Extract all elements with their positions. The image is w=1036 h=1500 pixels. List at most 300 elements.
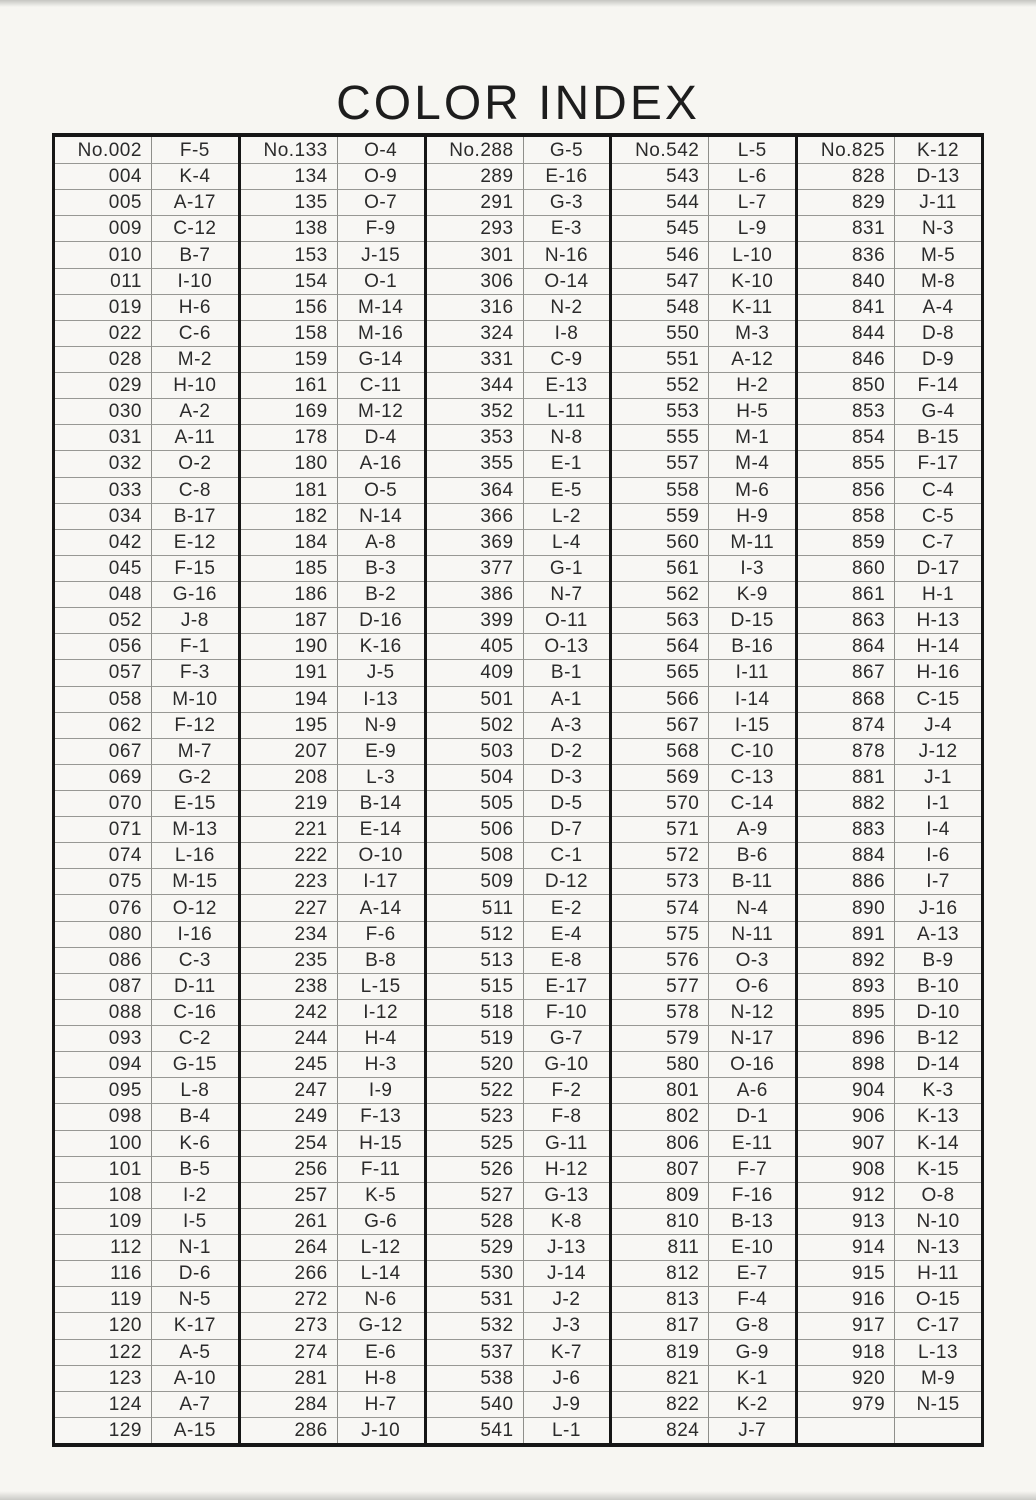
color-code-cell: H-11	[894, 1260, 981, 1286]
color-code-cell: A-8	[337, 529, 424, 555]
color-code-cell: F-10	[523, 999, 610, 1025]
color-code-cell: B-4	[151, 1103, 238, 1129]
item-number-cell: 574	[612, 894, 708, 920]
item-number-cell: 883	[798, 816, 894, 842]
color-code-cell: C-11	[337, 372, 424, 398]
color-code-cell: N-1	[151, 1234, 238, 1260]
item-number-cell: 801	[612, 1077, 708, 1103]
color-code-cell: C-8	[151, 477, 238, 503]
item-number-cell: 520	[427, 1051, 523, 1077]
color-code-cell: L-12	[337, 1234, 424, 1260]
color-code-cell: N-15	[894, 1391, 981, 1417]
item-number-cell: 093	[55, 1025, 151, 1051]
item-number-cell: 088	[55, 999, 151, 1025]
color-code-cell: D-9	[894, 346, 981, 372]
color-code-cell: L-4	[523, 529, 610, 555]
color-code-cell: F-3	[151, 659, 238, 685]
color-code-cell: K-3	[894, 1077, 981, 1103]
color-code-cell: O-5	[337, 477, 424, 503]
item-number-cell: 409	[427, 659, 523, 685]
item-number-cell: 264	[241, 1234, 337, 1260]
item-number-cell: 010	[55, 241, 151, 267]
color-code-cell: E-16	[523, 163, 610, 189]
item-number-cell: 532	[427, 1312, 523, 1338]
item-number-cell: 071	[55, 816, 151, 842]
color-code-cell: L-15	[337, 973, 424, 999]
color-code-cell: C-7	[894, 529, 981, 555]
color-code-cell: M-7	[151, 738, 238, 764]
item-number-cell: 123	[55, 1365, 151, 1391]
item-number-cell: 116	[55, 1260, 151, 1286]
item-number-cell: 124	[55, 1391, 151, 1417]
item-number-cell: 558	[612, 477, 708, 503]
item-number-cell: 892	[798, 947, 894, 973]
color-code-cell: N-8	[523, 424, 610, 450]
color-code-cell: L-2	[523, 503, 610, 529]
color-code-cell: I-17	[337, 868, 424, 894]
color-code-cell: M-14	[337, 294, 424, 320]
color-code-cell: A-17	[151, 189, 238, 215]
color-code-cell: A-16	[337, 450, 424, 476]
item-number-cell: 566	[612, 686, 708, 712]
color-code-cell: D-3	[523, 764, 610, 790]
item-number-cell: 526	[427, 1156, 523, 1182]
item-number-cell: 568	[612, 738, 708, 764]
color-code-cell: B-15	[894, 424, 981, 450]
item-number-cell: 301	[427, 241, 523, 267]
item-number-cell: 864	[798, 633, 894, 659]
item-number-cell: 525	[427, 1130, 523, 1156]
color-code-cell: H-3	[337, 1051, 424, 1077]
color-code-cell: B-2	[337, 581, 424, 607]
item-number-cell: 548	[612, 294, 708, 320]
color-code-cell: G-3	[523, 189, 610, 215]
color-code-cell: E-5	[523, 477, 610, 503]
color-code-cell: D-5	[523, 790, 610, 816]
item-number-cell: 908	[798, 1156, 894, 1182]
item-number-cell: 538	[427, 1365, 523, 1391]
item-number-cell: 031	[55, 424, 151, 450]
color-code-cell: G-14	[337, 346, 424, 372]
item-number-cell: 850	[798, 372, 894, 398]
color-code-cell: A-10	[151, 1365, 238, 1391]
item-number-cell: 563	[612, 607, 708, 633]
color-code-cell: K-10	[708, 268, 795, 294]
color-code-cell: G-16	[151, 581, 238, 607]
color-code-cell: B-10	[894, 973, 981, 999]
color-code-cell: J-3	[523, 1312, 610, 1338]
color-code-cell: O-9	[337, 163, 424, 189]
item-number-cell: 570	[612, 790, 708, 816]
item-number-cell: 530	[427, 1260, 523, 1286]
color-code-cell: L-6	[708, 163, 795, 189]
color-code-cell: D-6	[151, 1260, 238, 1286]
color-code-cell: M-4	[708, 450, 795, 476]
item-number-cell: 005	[55, 189, 151, 215]
item-number-cell: 316	[427, 294, 523, 320]
item-number-cell: No.288	[449, 139, 514, 161]
color-code-cell: F-11	[337, 1156, 424, 1182]
color-code-cell: N-5	[151, 1286, 238, 1312]
color-code-cell: O-16	[708, 1051, 795, 1077]
color-code-cell: F-7	[708, 1156, 795, 1182]
color-code-cell: D-14	[894, 1051, 981, 1077]
color-code-cell: D-2	[523, 738, 610, 764]
item-number-cell: 353	[427, 424, 523, 450]
item-number-cell: 344	[427, 372, 523, 398]
item-number-cell: 515	[427, 973, 523, 999]
item-number-cell: 324	[427, 320, 523, 346]
color-code-cell: B-5	[151, 1156, 238, 1182]
item-number-cell: 108	[55, 1182, 151, 1208]
item-number-cell: 829	[798, 189, 894, 215]
item-number-cell: 576	[612, 947, 708, 973]
color-code-cell: G-2	[151, 764, 238, 790]
color-code-cell: O-13	[523, 633, 610, 659]
color-code-cell: K-11	[708, 294, 795, 320]
color-code-cell: K-4	[151, 163, 238, 189]
item-number-cell: 519	[427, 1025, 523, 1051]
color-code-cell: F-16	[708, 1182, 795, 1208]
color-code-cell: G-4	[894, 398, 981, 424]
color-code-cell: M-1	[708, 424, 795, 450]
color-code-cell: E-17	[523, 973, 610, 999]
item-number-cell: 543	[612, 163, 708, 189]
color-code-cell: A-11	[151, 424, 238, 450]
color-code-cell: L-10	[708, 241, 795, 267]
color-code-cell: C-3	[151, 947, 238, 973]
item-number-cell: 868	[798, 686, 894, 712]
item-number-cell: 547	[612, 268, 708, 294]
color-code-cell: E-1	[523, 450, 610, 476]
item-number-cell: 541	[427, 1417, 523, 1443]
item-number-cell: 544	[612, 189, 708, 215]
color-code-cell: E-8	[523, 947, 610, 973]
item-number-cell: 100	[55, 1130, 151, 1156]
color-code-cell: C-9	[523, 346, 610, 372]
color-code-cell: A-15	[151, 1417, 238, 1443]
color-code-cell: I-16	[151, 921, 238, 947]
color-code-cell: O-2	[151, 450, 238, 476]
color-code-cell: A-9	[708, 816, 795, 842]
item-number-cell: 153	[241, 241, 337, 267]
color-code-cell: C-14	[708, 790, 795, 816]
item-number-cell: 571	[612, 816, 708, 842]
color-code-cell: K-12	[894, 137, 981, 163]
item-number-cell: 234	[241, 921, 337, 947]
item-number-cell: 222	[241, 842, 337, 868]
color-code-cell: B-13	[708, 1208, 795, 1234]
item-number-cell: 817	[612, 1312, 708, 1338]
item-number-cell: 577	[612, 973, 708, 999]
color-code-cell: E-7	[708, 1260, 795, 1286]
item-number-cell: 048	[55, 581, 151, 607]
item-number-cell: 512	[427, 921, 523, 947]
color-code-cell: E-3	[523, 215, 610, 241]
color-code-cell: A-1	[523, 686, 610, 712]
item-number-cell: 813	[612, 1286, 708, 1312]
color-code-cell: M-8	[894, 268, 981, 294]
item-number-cell: 904	[798, 1077, 894, 1103]
item-number-cell: 836	[798, 241, 894, 267]
color-code-cell: H-6	[151, 294, 238, 320]
color-code-cell: N-14	[337, 503, 424, 529]
item-number-cell: 245	[241, 1051, 337, 1077]
color-code-cell: G-15	[151, 1051, 238, 1077]
color-code-cell: A-13	[894, 921, 981, 947]
color-code-cell: E-12	[151, 529, 238, 555]
item-number-cell: 822	[612, 1391, 708, 1417]
color-code-cell: M-6	[708, 477, 795, 503]
color-code-cell: F-13	[337, 1103, 424, 1129]
color-code-cell: A-12	[708, 346, 795, 372]
item-number-cell: 853	[798, 398, 894, 424]
item-number-cell: 979	[798, 1391, 894, 1417]
color-code-cell: O-3	[708, 947, 795, 973]
item-number-cell: 575	[612, 921, 708, 947]
color-code-cell: D-12	[523, 868, 610, 894]
item-number-cell: 810	[612, 1208, 708, 1234]
item-number-cell: 042	[55, 529, 151, 555]
item-number-cell: 022	[55, 320, 151, 346]
item-number-cell: 884	[798, 842, 894, 868]
table-column-group	[795, 137, 981, 1443]
color-code-cell: G-5	[523, 137, 610, 163]
item-number-cell: 916	[798, 1286, 894, 1312]
item-number-cell: 505	[427, 790, 523, 816]
item-number-cell: 840	[798, 268, 894, 294]
color-code-cell: D-1	[708, 1103, 795, 1129]
color-code-cell: H-12	[523, 1156, 610, 1182]
item-number-cell: 855	[798, 450, 894, 476]
item-number-cell: 069	[55, 764, 151, 790]
item-number-cell: 386	[427, 581, 523, 607]
color-code-cell: K-14	[894, 1130, 981, 1156]
item-number-cell: 191	[241, 659, 337, 685]
item-number-cell: 518	[427, 999, 523, 1025]
item-number-cell	[798, 1417, 894, 1443]
item-number-cell: 366	[427, 503, 523, 529]
color-code-cell: B-16	[708, 633, 795, 659]
item-number-cell: 503	[427, 738, 523, 764]
color-code-cell: B-9	[894, 947, 981, 973]
item-number-cell: 286	[241, 1417, 337, 1443]
color-code-cell: C-1	[523, 842, 610, 868]
color-code-cell: A-6	[708, 1077, 795, 1103]
color-code-cell: L-14	[337, 1260, 424, 1286]
item-number-cell: 511	[427, 894, 523, 920]
item-number-cell: 095	[55, 1077, 151, 1103]
item-number-cell: 819	[612, 1339, 708, 1365]
color-code-cell: J-14	[523, 1260, 610, 1286]
item-number-cell: 527	[427, 1182, 523, 1208]
item-number-cell: 807	[612, 1156, 708, 1182]
color-code-cell: N-3	[894, 215, 981, 241]
item-number-cell: 207	[241, 738, 337, 764]
item-number-cell: 129	[55, 1417, 151, 1443]
color-code-cell: M-2	[151, 346, 238, 372]
item-number-cell: 579	[612, 1025, 708, 1051]
color-code-cell: B-8	[337, 947, 424, 973]
color-code-cell: I-13	[337, 686, 424, 712]
item-number-cell: 824	[612, 1417, 708, 1443]
item-number-cell: 154	[241, 268, 337, 294]
color-code-cell: H-10	[151, 372, 238, 398]
color-code-cell: O-14	[523, 268, 610, 294]
color-code-cell: B-6	[708, 842, 795, 868]
color-code-cell: M-9	[894, 1365, 981, 1391]
item-number-cell: 881	[798, 764, 894, 790]
item-number-cell: 074	[55, 842, 151, 868]
item-number-cell: 094	[55, 1051, 151, 1077]
item-number-cell: 075	[55, 868, 151, 894]
color-code-cell: N-6	[337, 1286, 424, 1312]
item-number-cell: 867	[798, 659, 894, 685]
item-number-cell: 070	[55, 790, 151, 816]
color-code-cell: G-13	[523, 1182, 610, 1208]
item-number-cell: 187	[241, 607, 337, 633]
item-number-cell: 109	[55, 1208, 151, 1234]
item-number-cell: 045	[55, 555, 151, 581]
item-number-cell: 580	[612, 1051, 708, 1077]
table-column-group	[238, 137, 424, 1443]
color-code-cell: C-2	[151, 1025, 238, 1051]
color-code-cell: B-17	[151, 503, 238, 529]
item-number-cell: 032	[55, 450, 151, 476]
color-code-cell: I-1	[894, 790, 981, 816]
color-code-cell: H-16	[894, 659, 981, 685]
color-code-cell: O-6	[708, 973, 795, 999]
item-number-cell: 181	[241, 477, 337, 503]
item-number-cell: 920	[798, 1365, 894, 1391]
item-number-cell: 557	[612, 450, 708, 476]
color-code-cell: O-4	[337, 137, 424, 163]
item-number-cell: 553	[612, 398, 708, 424]
item-number-cell: 369	[427, 529, 523, 555]
color-code-cell: G-1	[523, 555, 610, 581]
item-number-cell: 194	[241, 686, 337, 712]
color-code-cell: E-11	[708, 1130, 795, 1156]
color-code-cell: A-4	[894, 294, 981, 320]
color-code-cell: B-7	[151, 241, 238, 267]
item-number-cell: 907	[798, 1130, 894, 1156]
item-number-cell: 223	[241, 868, 337, 894]
item-number-cell: 552	[612, 372, 708, 398]
item-number-cell: 874	[798, 712, 894, 738]
table-column-group	[55, 137, 238, 1443]
item-number-cell: 377	[427, 555, 523, 581]
color-code-cell: I-2	[151, 1182, 238, 1208]
color-code-cell: K-16	[337, 633, 424, 659]
color-code-cell: K-17	[151, 1312, 238, 1338]
color-code-cell: D-16	[337, 607, 424, 633]
item-number-cell: 882	[798, 790, 894, 816]
color-code-cell: J-8	[151, 607, 238, 633]
color-code-cell: E-2	[523, 894, 610, 920]
item-number-cell: 185	[241, 555, 337, 581]
item-number-cell: 086	[55, 947, 151, 973]
item-number-cell: 186	[241, 581, 337, 607]
item-number-cell: 331	[427, 346, 523, 372]
item-number-cell: 861	[798, 581, 894, 607]
color-code-cell: L-1	[523, 1417, 610, 1443]
color-code-cell: O-15	[894, 1286, 981, 1312]
item-number-cell: 161	[241, 372, 337, 398]
item-number-cell: 122	[55, 1339, 151, 1365]
color-code-cell: A-5	[151, 1339, 238, 1365]
item-number-cell: 256	[241, 1156, 337, 1182]
color-code-cell: B-11	[708, 868, 795, 894]
item-number-cell: 112	[55, 1234, 151, 1260]
color-code-cell: B-12	[894, 1025, 981, 1051]
item-number-cell: 254	[241, 1130, 337, 1156]
color-code-cell: L-5	[708, 137, 795, 163]
color-code-cell: O-10	[337, 842, 424, 868]
item-number-cell: 238	[241, 973, 337, 999]
item-number-cell: 190	[241, 633, 337, 659]
color-code-cell: D-8	[894, 320, 981, 346]
item-number-cell: 565	[612, 659, 708, 685]
color-code-cell: H-13	[894, 607, 981, 633]
table-column-group	[609, 137, 795, 1443]
item-number-cell: 802	[612, 1103, 708, 1129]
item-number-cell: 859	[798, 529, 894, 555]
color-code-cell: K-6	[151, 1130, 238, 1156]
item-number-cell: 528	[427, 1208, 523, 1234]
color-code-cell: F-15	[151, 555, 238, 581]
item-number-cell: 134	[241, 163, 337, 189]
color-code-cell: J-13	[523, 1234, 610, 1260]
color-code-cell: I-7	[894, 868, 981, 894]
item-number-cell: 863	[798, 607, 894, 633]
color-code-cell: L-8	[151, 1077, 238, 1103]
color-code-cell: M-3	[708, 320, 795, 346]
item-number-cell: 914	[798, 1234, 894, 1260]
item-number-cell: No.133	[263, 139, 328, 161]
color-code-cell: C-13	[708, 764, 795, 790]
item-number-cell: 529	[427, 1234, 523, 1260]
scan-edge-shade-top	[0, 0, 1036, 7]
color-code-cell: M-16	[337, 320, 424, 346]
item-number-cell: 247	[241, 1077, 337, 1103]
color-code-cell: J-16	[894, 894, 981, 920]
item-number-cell: 034	[55, 503, 151, 529]
color-code-cell: H-2	[708, 372, 795, 398]
item-number-cell: 912	[798, 1182, 894, 1208]
item-number-cell: 502	[427, 712, 523, 738]
color-code-cell: J-7	[708, 1417, 795, 1443]
item-number-cell: 101	[55, 1156, 151, 1182]
item-number-cell: 828	[798, 163, 894, 189]
color-code-cell: C-4	[894, 477, 981, 503]
color-code-cell: D-13	[894, 163, 981, 189]
item-number-cell: 219	[241, 790, 337, 816]
item-number-cell: 156	[241, 294, 337, 320]
color-code-cell: F-8	[523, 1103, 610, 1129]
color-code-cell: H-15	[337, 1130, 424, 1156]
item-number-cell: 812	[612, 1260, 708, 1286]
color-code-cell: L-13	[894, 1339, 981, 1365]
item-number-cell: 854	[798, 424, 894, 450]
item-number-cell: 306	[427, 268, 523, 294]
color-code-cell: I-10	[151, 268, 238, 294]
color-code-cell: N-12	[708, 999, 795, 1025]
item-number-cell: 501	[427, 686, 523, 712]
color-code-cell: D-10	[894, 999, 981, 1025]
item-number-cell: 399	[427, 607, 523, 633]
item-number-cell: 559	[612, 503, 708, 529]
color-code-cell: F-9	[337, 215, 424, 241]
